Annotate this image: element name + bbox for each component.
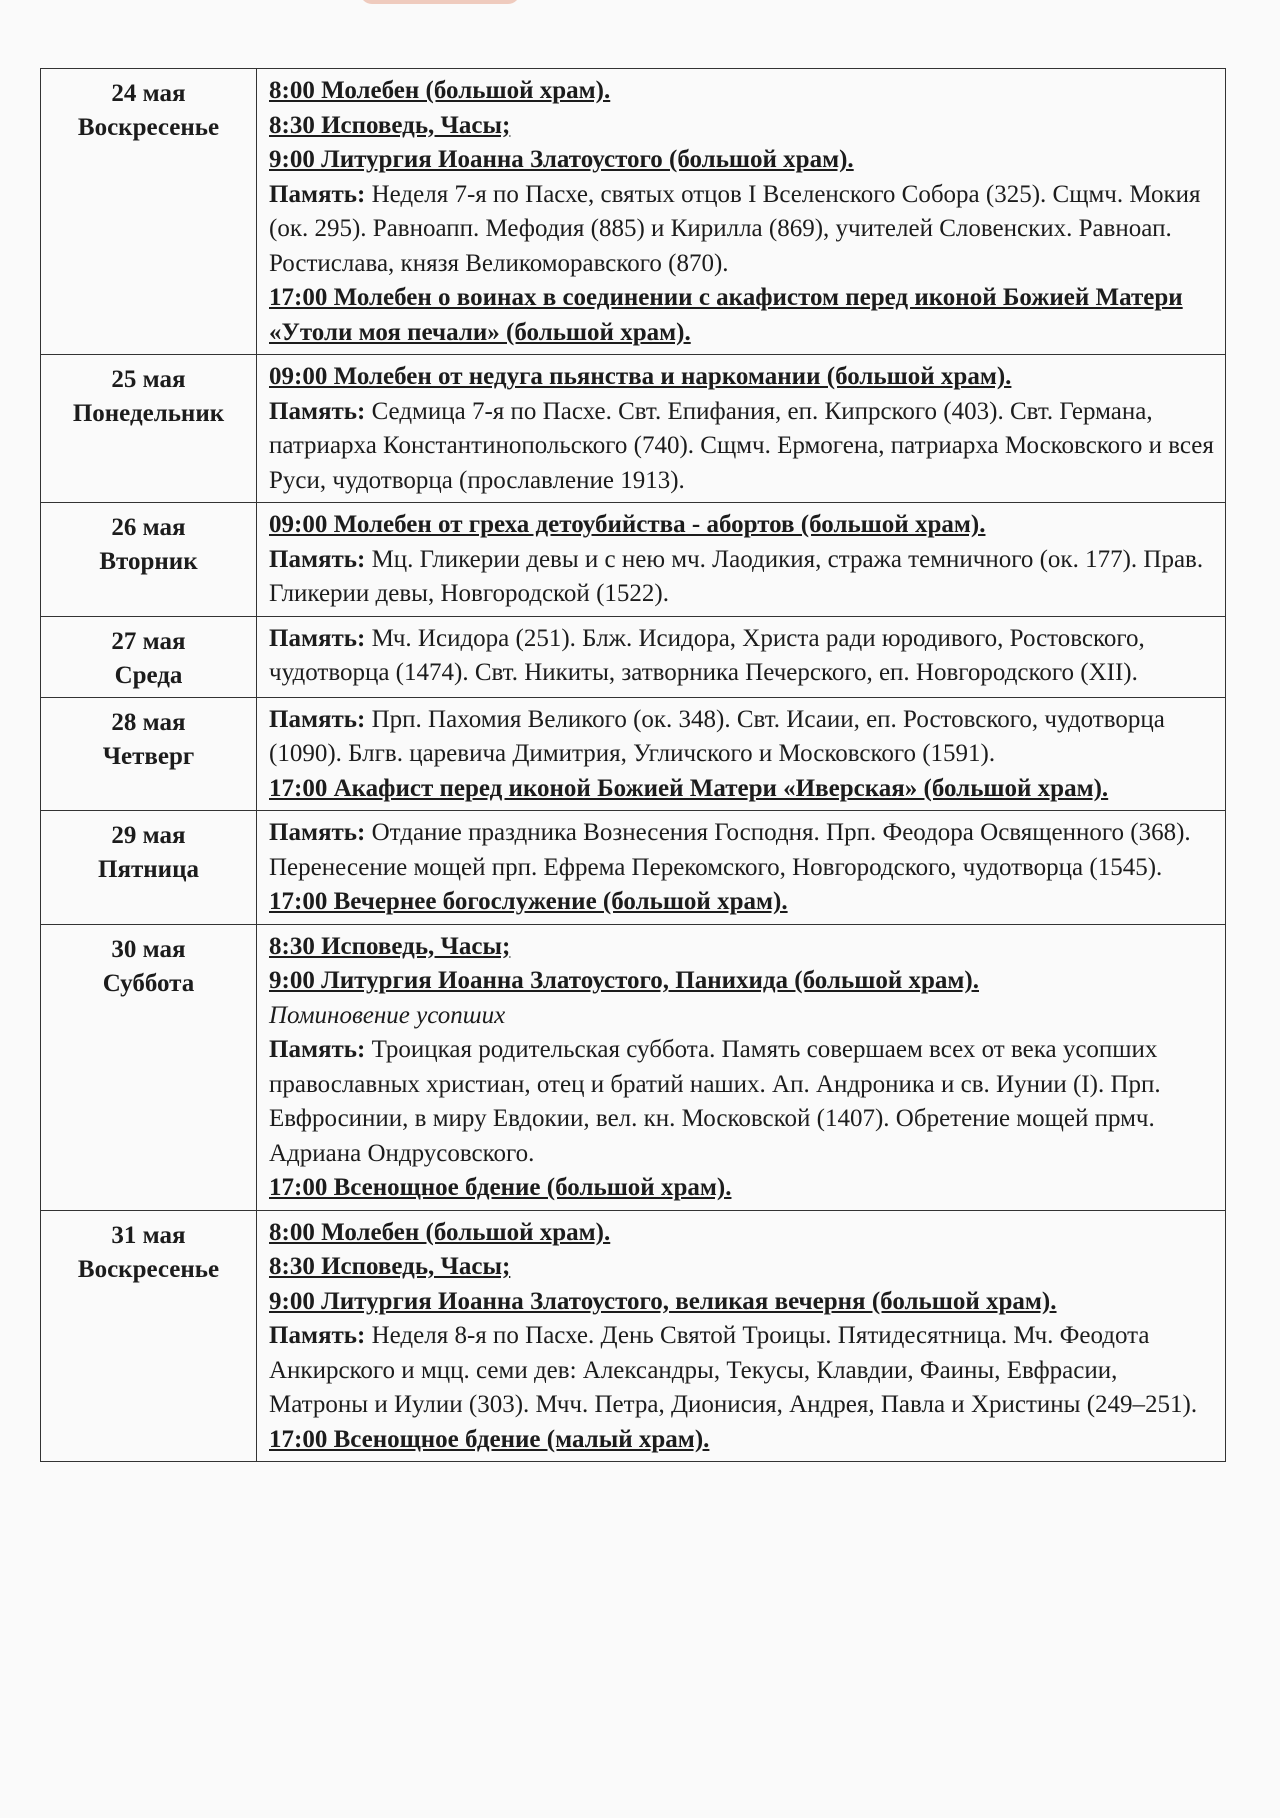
memory-block [269,622,1219,691]
memory-block [269,816,1219,885]
day-date: 24 мая [111,80,186,107]
memory-label: Память: [269,397,366,425]
day-weekday: Вторник [99,548,198,575]
service-time: 17:00 Вечернее богослужение (большой храм). [269,888,788,915]
schedule-content-cell [257,811,1226,925]
schedule-row [41,1210,1226,1462]
service-time: 09:00 Молебен от греха детоубийства - абортов (большой храм). [269,511,986,538]
schedule-content-cell [257,69,1226,355]
day-weekday: Пятница [98,856,199,883]
service-time: 8:00 Молебен (большой храм). [269,77,611,104]
date-cell [41,503,257,617]
schedule-content-cell [257,355,1226,503]
schedule-content-cell [257,1210,1226,1462]
schedule-row [41,69,1226,355]
date-cell [41,616,257,697]
day-date: 29 мая [111,822,186,849]
schedule-row [41,616,1226,697]
schedule-row [41,503,1226,617]
day-date: 27 мая [111,627,186,655]
service-time: 8:00 Молебен (большой храм). [269,1218,611,1246]
memory-text: Неделя 8-я по Пасхе. День Святой Троицы. Пятидесятница. Мч. Феодота Анкирского и мцц. семи дев: Александры, Текусы, Клавдии, Фаины, Евфрасии, Матроны и Иулии (303). Мчч. Петра, Дионисия, Андрея, Павла и Христины (249–251). [269,1322,1198,1418]
memory-block [269,543,1219,612]
memory-block [269,703,1219,772]
date-cell [41,355,257,503]
service-time: 17:00 Всенощное бдение (малый храм). [269,1425,710,1453]
memory-label: Память: [269,705,366,733]
schedule-content-cell [257,616,1226,697]
day-date: 26 мая [111,514,186,541]
date-cell [41,924,257,1210]
schedule-row [41,355,1226,503]
memory-block [269,1319,1219,1423]
schedule-row [41,697,1226,811]
service-note: Поминовение усопших [269,1001,506,1029]
service-time: 9:00 Литургия Иоанна Златоустого, Панихида (большой храм). [269,967,979,994]
service-time: 9:00 Литургия Иоанна Златоустого, великая вечерня (большой храм). [269,1287,1057,1315]
paper-stain [360,0,520,4]
schedule-content-cell [257,503,1226,617]
service-time: 8:30 Исповедь, Часы; [269,932,511,960]
schedule-body [41,69,1226,1462]
day-date: 25 мая [111,366,186,393]
memory-label: Память: [269,819,366,846]
service-time: 09:00 Молебен от недуга пьянства и наркомании (большой храм). [269,363,1012,390]
day-date: 28 мая [111,708,186,736]
memory-label: Память: [269,1036,366,1063]
schedule-table [40,68,1226,1462]
memory-text: Мч. Исидора (251). Блж. Исидора, Христа ради юродивого, Ростовского, чудотворца (1474). Свт. Никиты, затворника Печерского, еп. Новгородского (XII). [269,624,1145,686]
date-cell [41,1210,257,1462]
schedule-row [41,924,1226,1210]
date-cell [41,811,257,925]
memory-text: Седмица 7-я по Пасхе. Свт. Епифания, еп. Кипрского (403). Свт. Германа, патриарха Константинопольского (740). Сщмч. Ермогена, патриарха Московского и всея Руси, чудотворца (прославление 1913). [269,397,1214,494]
memory-block [269,1033,1219,1171]
memory-text: Отдание праздника Вознесения Господня. Прп. Феодора Освященного (368). Перенесение мощей прп. Ефрема Перекомского, Новгородского, чудотворца (1545). [269,819,1191,881]
day-weekday: Воскресенье [77,1255,220,1283]
service-time: 8:30 Исповедь, Часы; [269,111,511,139]
memory-label: Память: [269,545,366,573]
memory-label: Память: [269,180,366,208]
service-time: 9:00 Литургия Иоанна Златоустого (большой храм). [269,146,854,173]
memory-text: Неделя 7-я по Пасхе, святых отцов I Вселенского Собора (325). Сщмч. Мокия (ок. 295). Равноапп. Мефодия (885) и Кирилла (869), учителей Словенских. Равноап. Ростислава, князя Великоморавского (870). [269,180,1201,277]
date-cell [41,697,257,811]
memory-label: Память: [269,1322,366,1349]
day-weekday: Понедельник [72,400,225,427]
service-time: 17:00 Молебен о воинах в соединении с акафистом перед иконой Божией Матери «Утоли моя печали» (большой храм). [269,284,1183,346]
service-time: 8:30 Исповедь, Часы; [269,1253,511,1280]
memory-block [269,395,1219,499]
day-weekday: Суббота [102,969,195,997]
schedule-content-cell [257,697,1226,811]
service-time: 17:00 Акафист перед иконой Божией Матери «Иверская» (большой храм). [269,774,1109,802]
day-date: 31 мая [111,1221,186,1249]
day-weekday: Среда [114,661,183,689]
day-weekday: Четверг [102,742,195,770]
date-cell [41,69,257,355]
schedule-content-cell [257,924,1226,1210]
memory-text: Троицкая родительская суббота. Память совершаем всех от века усопших православных христиан, отец и братий наших. Ап. Андроника и св. Иунии (I). Прп. Евфросинии, в миру Евдокии, вел. кн. Московской (1407). Обретение мощей прмч. Адриана Ондрусовского. [269,1036,1161,1167]
schedule-row [41,811,1226,925]
memory-label: Память: [269,624,366,652]
memory-text: Мц. Гликерии девы и с нею мч. Лаодикия, стража темничного (ок. 177). Прав. Гликерии девы, Новгородской (1522). [269,545,1204,607]
day-date: 30 мая [111,935,186,963]
memory-block [269,178,1219,282]
service-time: 17:00 Всенощное бдение (большой храм). [269,1174,732,1201]
day-weekday: Воскресенье [77,114,220,141]
memory-text: Прп. Пахомия Великого (ок. 348). Свт. Исаии, еп. Ростовского, чудотворца (1090). Блгв. царевича Димитрия, Угличского и Московского (1591). [269,705,1165,767]
